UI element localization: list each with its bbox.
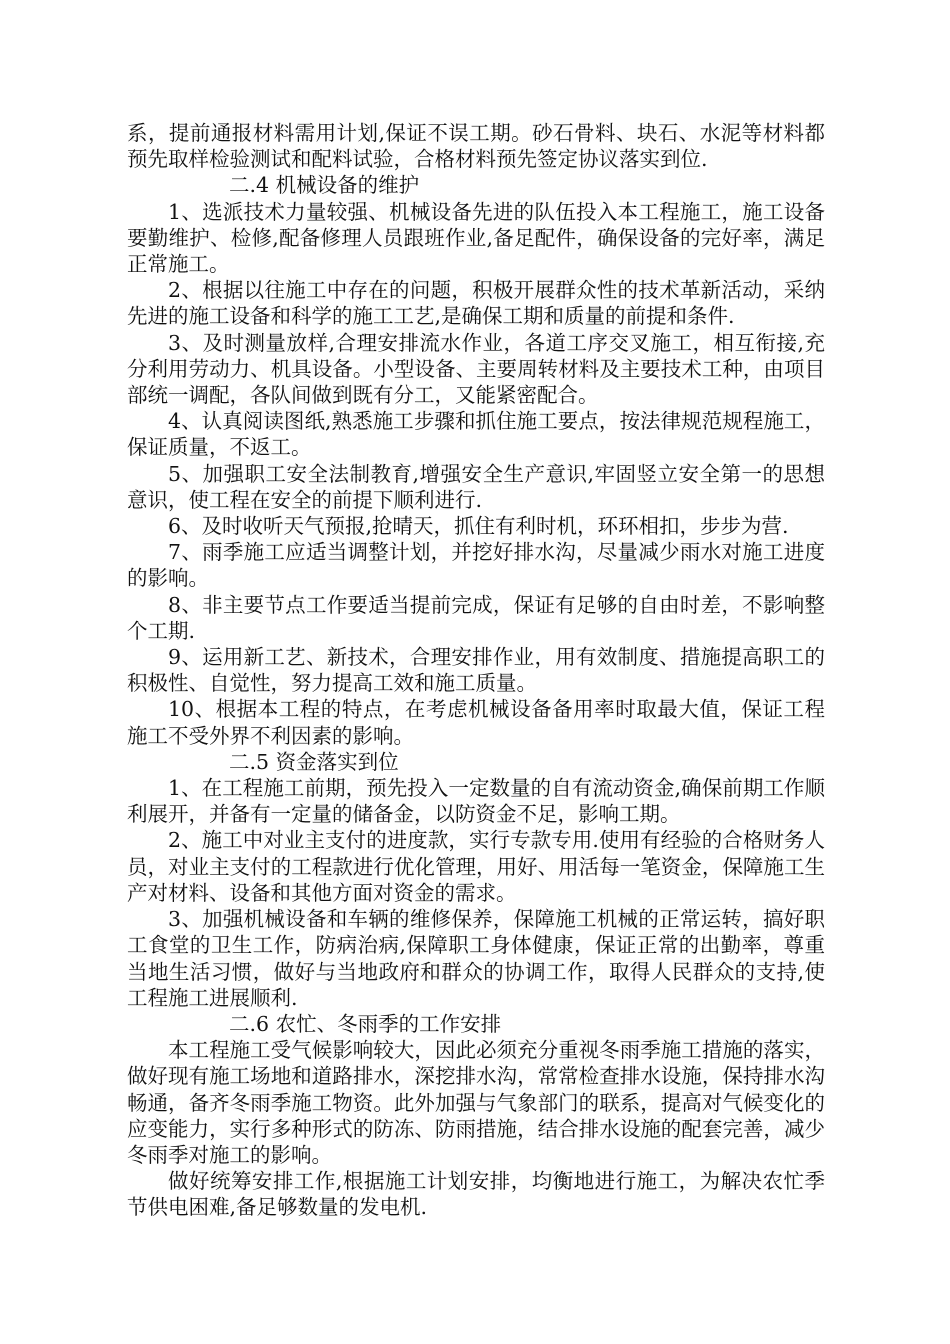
paragraph: 3、加强机械设备和车辆的维修保养，保障施工机械的正常运转，搞好职工食堂的卫生工作，防病治病,保障职工身体健康，保证正常的出勤率，尊重当地生活习惯，做好与当地政府和群众的协调工作，取得人民群众的支持,使工程施工进展顺利. — [127, 907, 825, 1010]
paragraph: 8、非主要节点工作要适当提前完成，保证有足够的自由时差，不影响整个工期. — [127, 592, 825, 643]
section-heading: 二.5 资金落实到位 — [229, 749, 399, 774]
paragraph: 10、根据本工程的特点，在考虑机械设备备用率时取最大值，保证工程施工不受外界不利因素的影响。 — [127, 697, 825, 748]
paragraph: 做好统筹安排工作,根据施工计划安排，均衡地进行施工，为解决农忙季节供电困难,备足够数量的发电机. — [127, 1169, 825, 1220]
paragraph: 本工程施工受气候影响较大，因此必须充分重视冬雨季施工措施的落实，做好现有施工场地和道路排水，深挖排水沟，常常检查排水设施，保持排水沟畅通，备齐冬雨季施工物资。此外加强与气象部门的联系，提高对气候变化的应变能力，实行多种形式的防冻、防雨措施，结合排水设施的配套完善，减少冬雨季对施工的影响。 — [127, 1038, 825, 1167]
paragraph: 7、雨季施工应适当调整计划，并挖好排水沟，尽量减少雨水对施工进度的影响。 — [127, 540, 825, 591]
paragraph: 2、施工中对业主支付的进度款，实行专款专用.使用有经验的合格财务人员，对业主支付的工程款进行优化管理，用好、用活每一笔资金，保障施工生产对材料、设备和其他方面对资金的需求。 — [127, 828, 825, 905]
paragraph: 6、及时收听天气预报,抢晴天，抓住有利时机，环环相扣，步步为营. — [168, 514, 789, 539]
paragraph: 5、加强职工安全法制教育,增强安全生产意识,牢固竖立安全第一的思想意识，使工程在安全的前提下顺利进行. — [127, 461, 825, 512]
paragraph: 9、运用新工艺、新技术，合理安排作业，用有效制度、措施提高职工的积极性、自觉性，努力提高工效和施工质量。 — [127, 645, 825, 696]
paragraph: 1、在工程施工前期，预先投入一定数量的自有流动资金,确保前期工作顺利展开，并备有一定量的储备金，以防资金不足，影响工期。 — [127, 776, 825, 827]
section-heading: 二.6 农忙、冬雨季的工作安排 — [229, 1011, 502, 1036]
paragraph: 3、及时测量放样,合理安排流水作业，各道工序交叉施工，相互衔接,充分利用劳动力、机具设备。小型设备、主要周转材料及主要技术工种，由项目部统一调配，各队间做到既有分工，又能紧密配合。 — [127, 330, 825, 408]
paragraph: 1、选派技术力量较强、机械设备先进的队伍投入本工程施工，施工设备要勤维护、检修,配备修理人员跟班作业,备足配件，确保设备的完好率，满足正常施工。 — [127, 199, 825, 277]
section-heading: 二.4 机械设备的维护 — [229, 173, 420, 198]
paragraph-continuation: 系，提前通报材料需用计划,保证不误工期。砂石骨料、块石、水泥等材料都预先取样检验测试和配料试验，合格材料预先签定协议落实到位. — [127, 121, 825, 172]
document-page — [127, 120, 825, 1221]
paragraph: 2、根据以往施工中存在的问题，积极开展群众性的技术革新活动，采纳先进的施工设备和科学的施工工艺,是确保工期和质量的前提和条件. — [127, 278, 825, 329]
paragraph: 4、认真阅读图纸,熟悉施工步骤和抓住施工要点，按法律规范规程施工，保证质量，不返工。 — [127, 409, 825, 460]
